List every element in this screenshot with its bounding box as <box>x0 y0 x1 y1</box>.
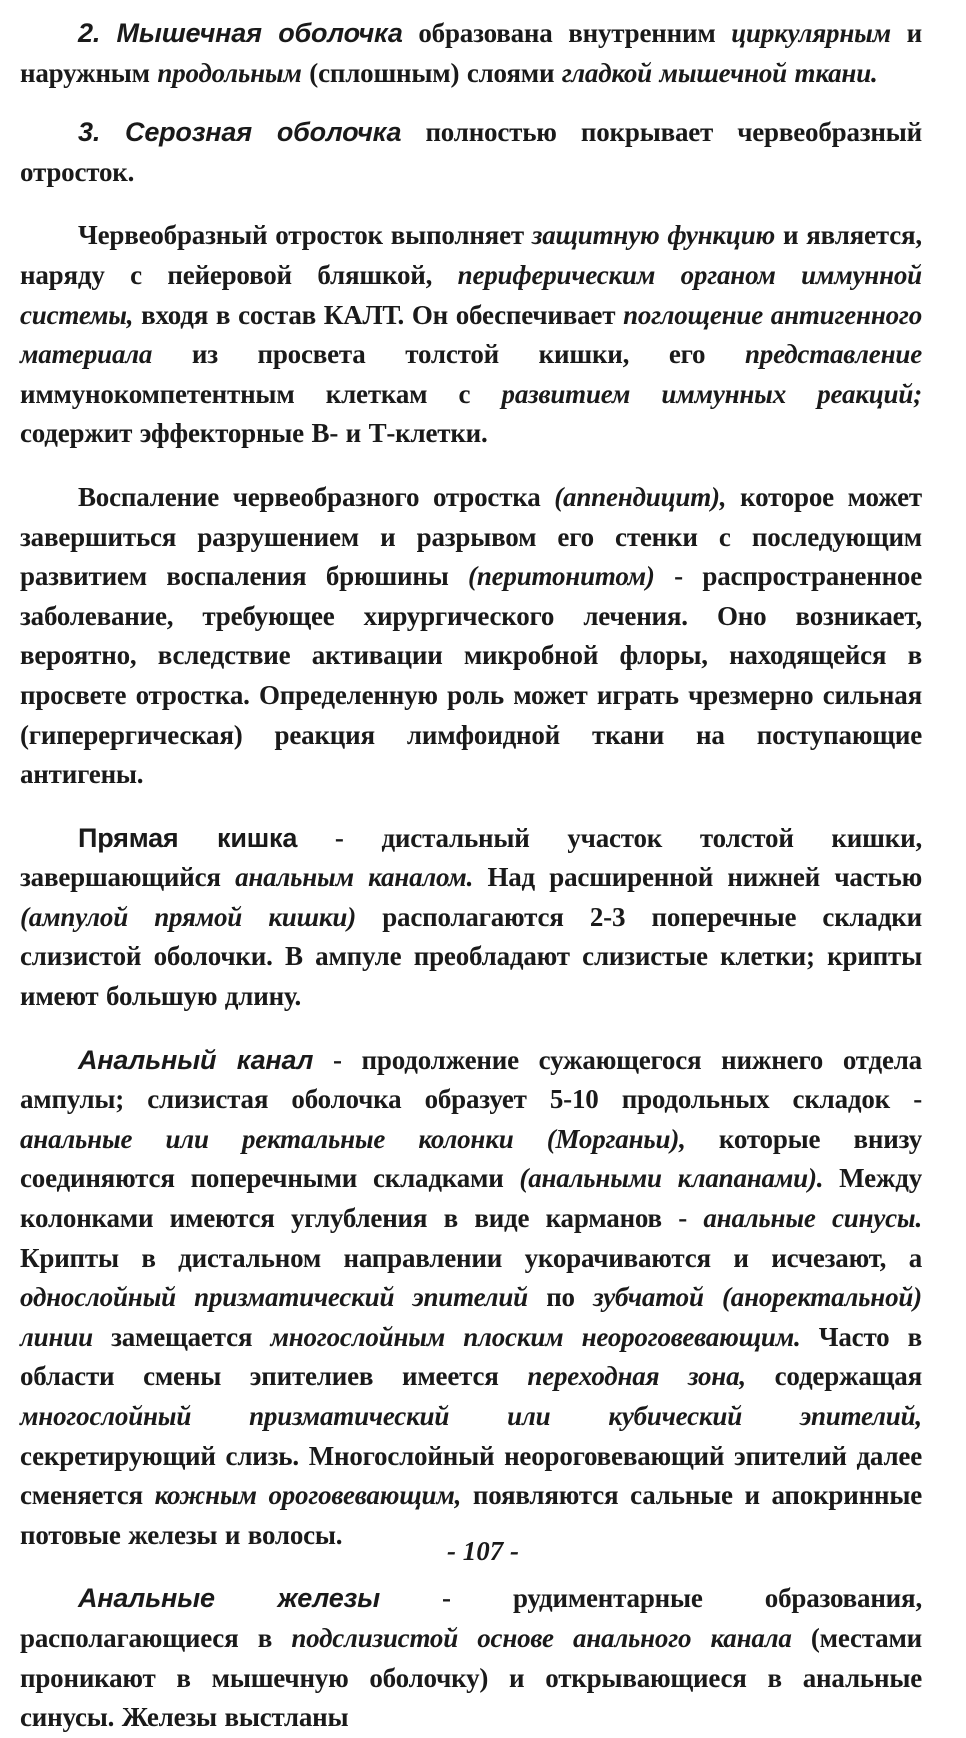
text-run: полностью покрывает червеобразный отросток. <box>20 117 922 187</box>
paragraph <box>20 1041 922 1556</box>
emphasis-run: однослойный призматический эпителий <box>20 1282 528 1313</box>
emphasis-run: поглощение антигенного материала <box>20 299 922 370</box>
text-run: и наружным <box>20 18 922 88</box>
emphasis-run: Анальный канал <box>78 1044 314 1075</box>
text-run: из просвета толстой кишки, его <box>152 339 745 370</box>
text-run: содержащая <box>745 1361 922 1392</box>
emphasis-run: (ампулой прямой кишки) <box>20 901 356 932</box>
text-run: - продолжение сужающегося нижнего отдела ампулы; слизистая оболочка образует 5-10 продольных складок - <box>20 1044 922 1115</box>
paragraph <box>20 14 922 93</box>
text-run: Червеобразный отросток выполняет <box>78 220 532 251</box>
text-run: (сплошным) слоями <box>301 57 562 88</box>
text-run: Часто в области смены эпителиев имеется <box>20 1321 923 1392</box>
paragraph <box>20 478 922 795</box>
page-body <box>20 14 922 1738</box>
text-run: замещается <box>92 1321 271 1352</box>
emphasis-run: (анальными клапанами). <box>519 1163 824 1194</box>
emphasis-run: зубчатой (аноректальной) линии <box>20 1282 922 1352</box>
emphasis-run: периферическим органом иммунной системы, <box>20 259 922 330</box>
emphasis-run: подслизистой основе анального канала <box>291 1622 792 1653</box>
emphasis-run: продольным <box>157 57 302 88</box>
text-run: и является, наряду с пейеровой бляшкой, <box>20 220 922 290</box>
text-run: Над расширенной нижней частью <box>473 862 922 893</box>
text-run: иммунокомпетентным клеткам с <box>20 378 502 409</box>
paragraph <box>20 819 922 1017</box>
paragraph <box>20 216 922 454</box>
emphasis-run: защитную функцию <box>531 220 776 251</box>
text-run: которые внизу соединяются поперечными складками <box>20 1123 922 1194</box>
emphasis-run: представление <box>744 339 922 370</box>
emphasis-run: (перитонитом) <box>468 561 655 592</box>
emphasis-run: анальные синусы. <box>703 1203 923 1234</box>
emphasis-run: 3. Серозная оболочка <box>78 117 402 148</box>
text-run: по <box>527 1282 594 1313</box>
emphasis-run: циркулярным <box>731 18 891 48</box>
text-run: располагаются 2-3 поперечные складки слизистой оболочки. В ампуле преобладают слизистые клетки; крипты имеют большую длину. <box>20 901 922 1012</box>
paragraph <box>20 1579 922 1737</box>
text-run: образована внутренним <box>402 18 732 48</box>
text-run: Между колонками имеются углубления в виде карманов - <box>20 1163 922 1234</box>
paragraph <box>20 113 922 192</box>
emphasis-run: кожным ороговевающим, <box>154 1480 462 1511</box>
text-run: Воспаление червеобразного отростка <box>78 481 555 512</box>
emphasis-run: Прямая кишка <box>78 822 298 853</box>
page-number: - 107 - <box>447 1536 519 1566</box>
text-run: - дистальный участок толстой кишки, завершающийся <box>20 822 923 893</box>
emphasis-run: анальные или ректальные колонки (Морганьи), <box>20 1123 686 1154</box>
emphasis-run: Анальные железы <box>78 1583 380 1614</box>
text-run: - рудиментарные образования, располагающиеся в <box>20 1583 922 1653</box>
emphasis-run: анальным каналом. <box>235 862 474 893</box>
text-run: появляются сальные и апокринные потовые железы и волосы. <box>20 1480 922 1550</box>
emphasis-run: 2. Мышечная оболочка <box>78 18 403 48</box>
text-run: содержит эффекторные В- и Т-клетки. <box>20 418 488 449</box>
emphasis-run: многослойным плоским неороговевающим. <box>270 1321 801 1352</box>
emphasis-run: многослойный призматический или кубический эпителий, <box>20 1401 922 1431</box>
text-run: (местами проникают в мышечную оболочку) и открывающиеся в анальные синусы. Железы выстланы <box>20 1622 922 1733</box>
text-run: которое может завершиться разрушением и разрывом его стенки с последующим развитием воспаления брюшины <box>20 481 922 592</box>
text-run: - распространенное заболевание, требующее хирургического лечения. Оно возникает, вероятно, вследствие активации микробной флоры, находящейся в просвете отростка. Определенную роль может играть чрезмерно сильная (гиперергическая) реакция лимфоидной ткани на поступающие антигены. <box>20 561 923 790</box>
text-run: Крипты в дистальном направлении укорачиваются и исчезают, а <box>20 1242 922 1273</box>
text-run: входя в состав КАЛТ. Он обеспечивает <box>133 299 624 330</box>
emphasis-run: гладкой мышечной ткани. <box>561 57 878 88</box>
emphasis-run: переходная зона, <box>527 1361 746 1392</box>
emphasis-run: (аппендицит), <box>554 481 727 512</box>
text-run: секретирующий слизь. Многослойный неороговевающий эпителий далее сменяется <box>20 1440 922 1511</box>
emphasis-run: развитием иммунных реакций; <box>501 378 922 409</box>
